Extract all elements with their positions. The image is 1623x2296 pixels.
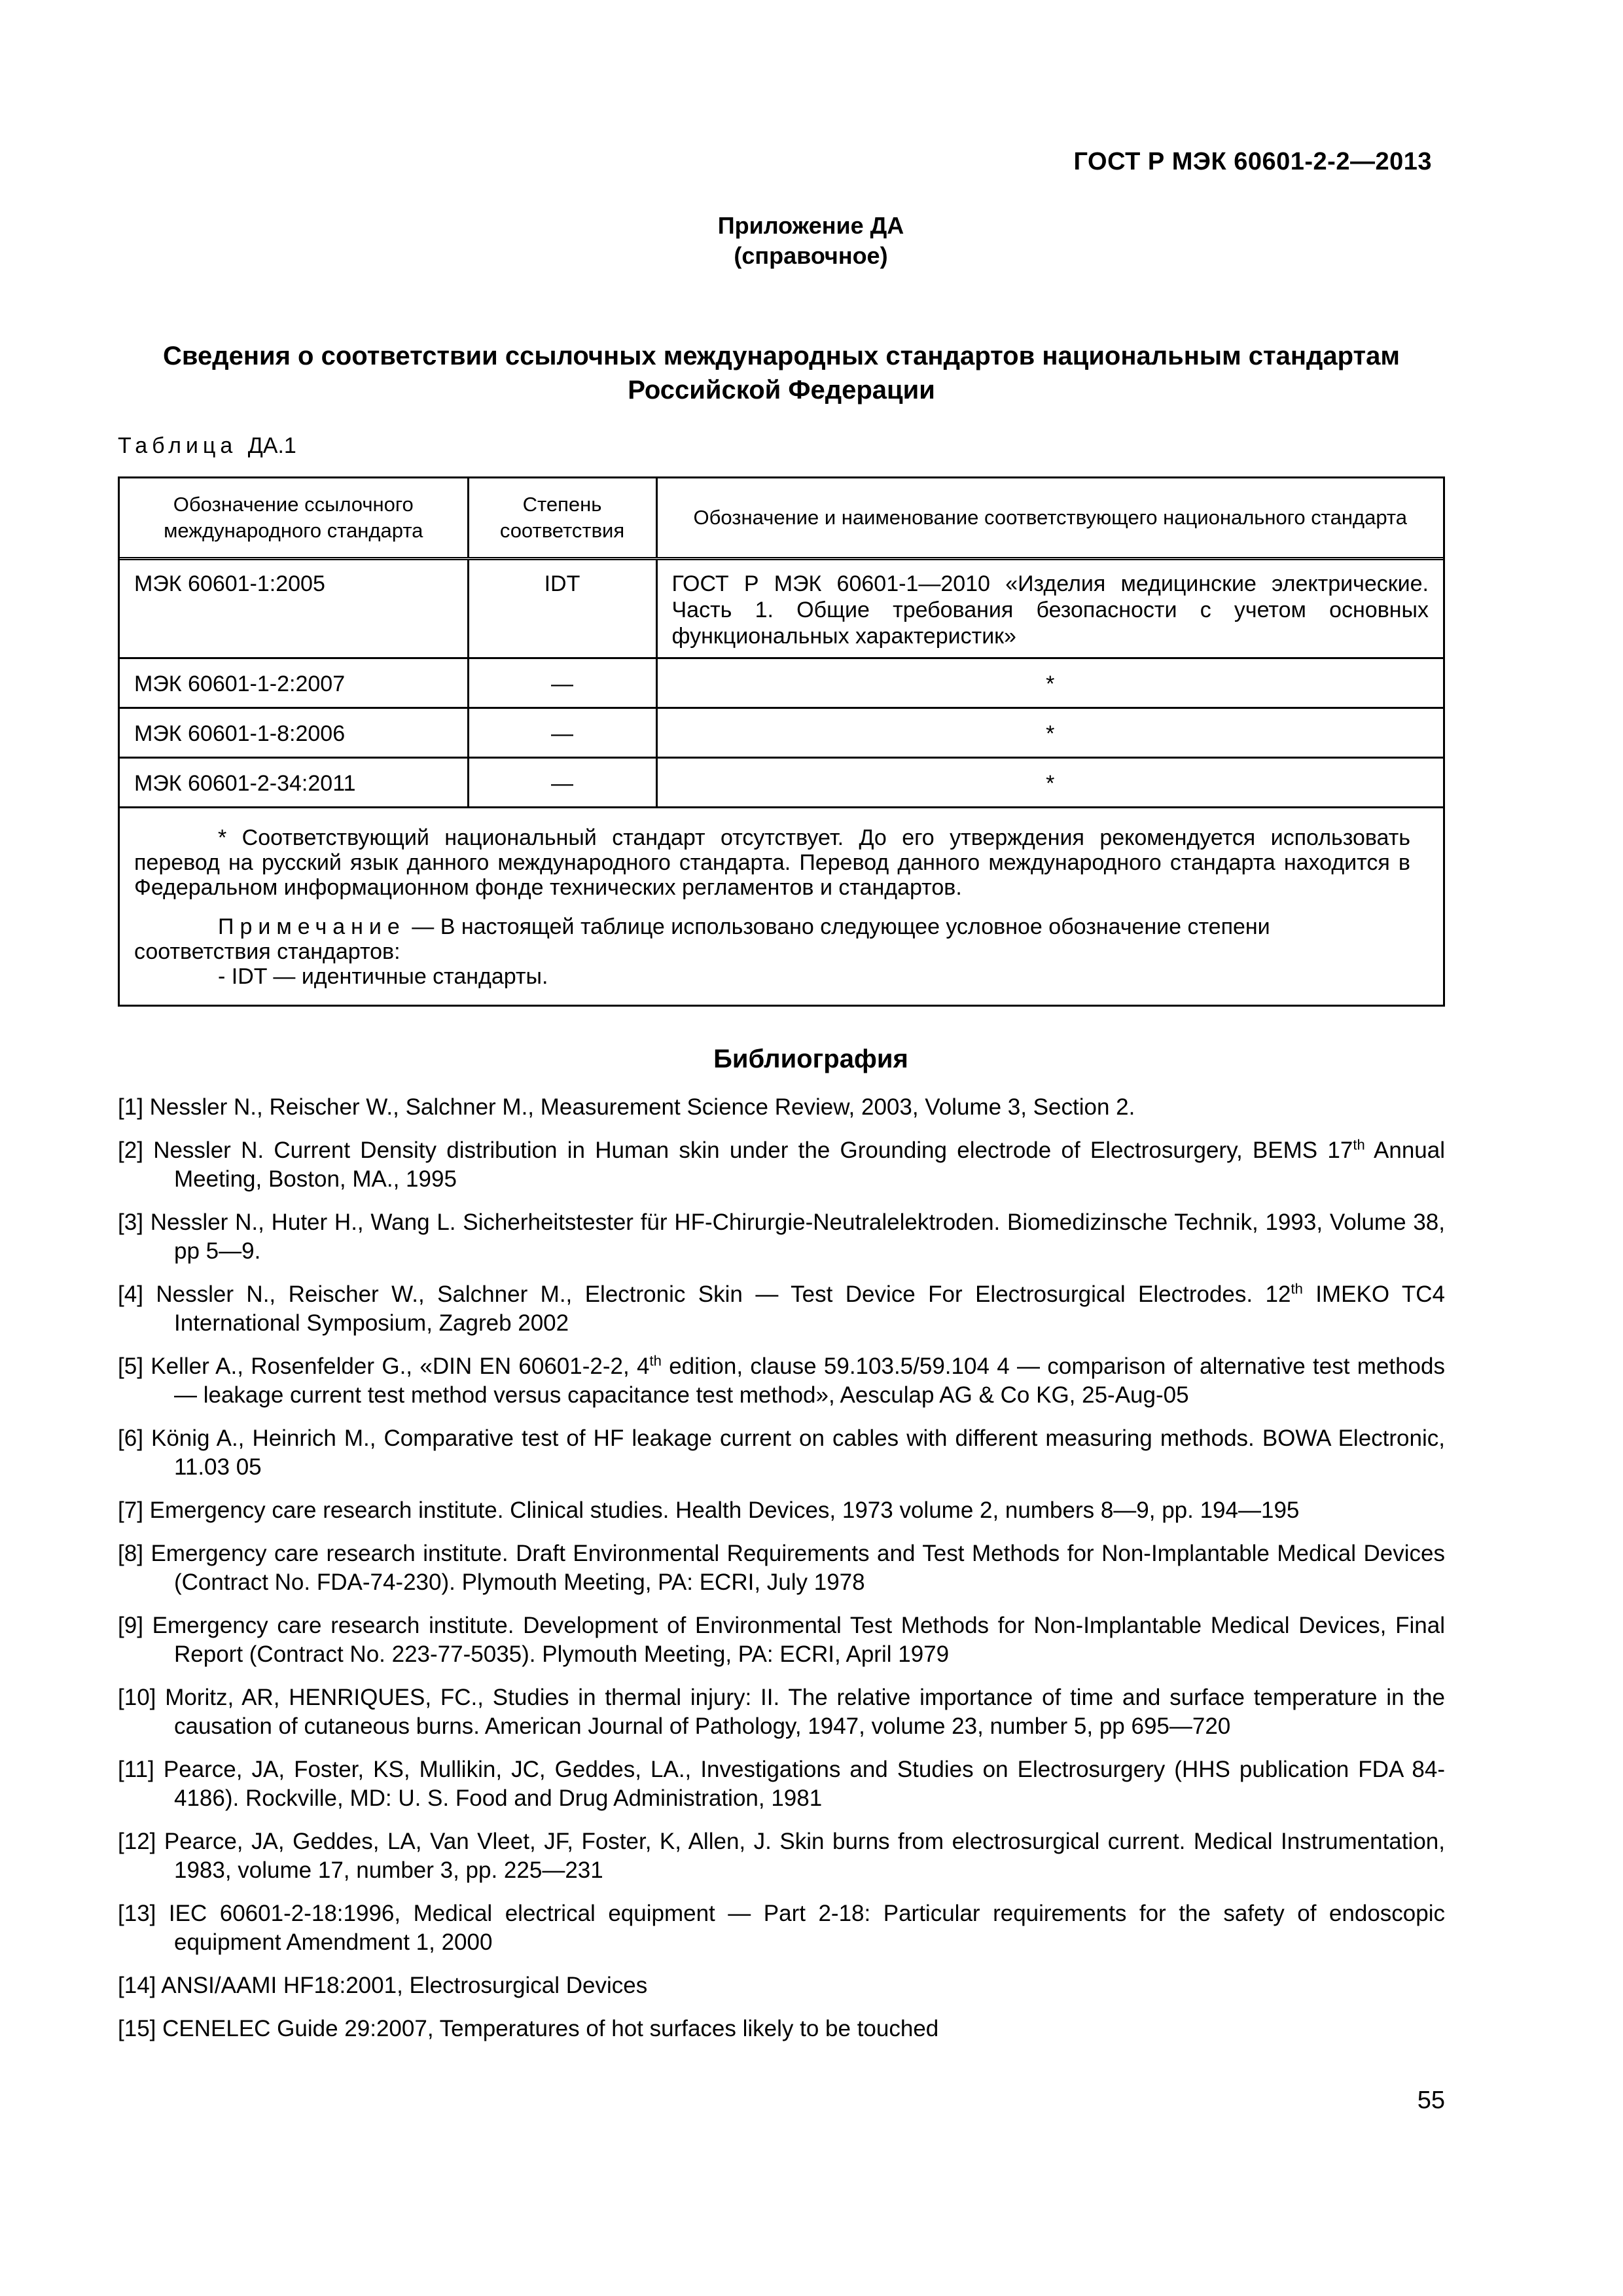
bibliography-text: CENELEC Guide 29:2007, Temperatures of hot surfaces likely to be touched (162, 2016, 939, 2041)
table-caption (118, 433, 296, 459)
bibliography-text: Pearce, JA, Foster, KS, Mullikin, JC, Geddes, LA., Investigations and Studies on Electrosurgery (HHS publication FDA 84-4186). Rockville, MD: U. S. Food and Drug Administration, 1981 (163, 1757, 1445, 1811)
bibliography-item (118, 1208, 1445, 1266)
bibliography-text: Nessler N. Current Density distribution in Human skin under the Grounding electrode of Electrosurgery, BEMS 17 (153, 1138, 1353, 1163)
cell-degree: — (468, 708, 656, 757)
bibliography-item (118, 1683, 1445, 1741)
cell-national: * (656, 708, 1443, 757)
bibliography-ref: [3] (118, 1210, 143, 1235)
table-notes-row (120, 807, 1443, 997)
table-caption-label: Таблица (118, 433, 238, 458)
table-notes (120, 807, 1443, 997)
bibliography-text: ANSI/AAMI HF18:2001, Electrosurgical Devices (161, 1973, 648, 1998)
bibliography-text: Pearce, JA, Geddes, LA, Van Vleet, JF, Foster, K, Allen, J. Skin burns from electrosurgical current. Medical Instrumentation, 1983, volume 17, number 3, pp. 225—231 (164, 1829, 1445, 1883)
bibliography-text: Nessler N., Huter H., Wang L. Sicherheitstester für HF-Chirurgie-Neutralelektroden. Biomedizinsche Technik, 1993, Volume 38, pp 5—9. (150, 1210, 1445, 1264)
bibliography-item (118, 1496, 1445, 1525)
bibliography-item (118, 1136, 1445, 1194)
cell-national: * (656, 658, 1443, 708)
bibliography-text-cont: IMEKO TC4 International Symposium, Zagreb 2002 (174, 1282, 1445, 1336)
bibliography-text: Emergency care research institute. Clinical studies. Health Devices, 1973 volume 2, numbers 8—9, pp. 194—195 (149, 1498, 1300, 1523)
annex-title: Приложение ДА (717, 212, 904, 239)
bibliography-text-cont: edition, clause 59.103.5/59.104 4 — comparison of alternative test methods — leakage current test method versus capacitance test method», Aesculap AG & Co KG, 25-Aug-05 (174, 1354, 1445, 1408)
annex-heading (118, 211, 1445, 271)
cell-reference: МЭК 60601-1-2:2007 (120, 658, 468, 708)
cell-degree: — (468, 757, 656, 807)
section-title: Сведения о соответствии ссылочных международных стандартов национальным стандартам Российской Федерации (163, 342, 1400, 404)
column-header-national: Обозначение и наименование соответствующего национального стандарта (656, 478, 1443, 558)
column-header-degree: Степень соответствия (468, 478, 656, 558)
bibliography-ref: [11] (118, 1757, 154, 1782)
bibliography-list (118, 1093, 1445, 2058)
bibliography-ref: [7] (118, 1498, 143, 1523)
bibliography-item (118, 1280, 1445, 1338)
bibliography-ref: [14] (118, 1973, 156, 1998)
bibliography-item (118, 1352, 1445, 1410)
bibliography-ref: [15] (118, 2016, 156, 2041)
cell-degree: IDT (468, 558, 656, 658)
bibliography-superscript: th (649, 1352, 662, 1369)
bibliography-item (118, 2015, 1445, 2043)
bibliography-text: Keller A., Rosenfelder G., «DIN EN 60601-2-2, 4 (151, 1354, 650, 1379)
page-number: 55 (1417, 2087, 1445, 2114)
cell-national: ГОСТ Р МЭК 60601-1—2010 «Изделия медицинские электрические. Часть 1. Общие требования безопасности с учетом основных функциональных характеристик» (656, 558, 1443, 658)
bibliography-ref: [13] (118, 1901, 156, 1926)
bibliography-item (118, 1611, 1445, 1669)
column-header-reference: Обозначение ссылочного международного стандарта (120, 478, 468, 558)
bibliography-text: Moritz, AR, HENRIQUES, FC., Studies in thermal injury: II. The relative importance of time and surface temperature in the causation of cutaneous burns. American Journal of Pathology, 1947, volume 23, number 5, pp 695—720 (165, 1685, 1445, 1739)
table-row (120, 757, 1443, 807)
table-header-row (120, 478, 1443, 558)
bibliography-item (118, 1971, 1445, 2000)
table-caption-number: ДА.1 (247, 433, 296, 458)
bibliography-item (118, 1755, 1445, 1813)
cell-degree: — (468, 658, 656, 708)
bibliography-title: Библиография (713, 1045, 908, 1073)
annex-subtitle: (справочное) (734, 242, 888, 269)
table-note (134, 914, 1410, 964)
bibliography-text: Emergency care research institute. Draft Environmental Requirements and Test Methods for Non-Implantable Medical Devices (Contract No. FDA-74-230). Plymouth Meeting, PA: ECRI, July 1978 (151, 1541, 1445, 1595)
bibliography-item (118, 1424, 1445, 1482)
document-code: ГОСТ Р МЭК 60601-2-2—2013 (1073, 148, 1432, 175)
bibliography-ref: [9] (118, 1613, 143, 1638)
standards-table (118, 476, 1445, 1007)
note-label: Примечание (218, 914, 406, 939)
bibliography-ref: [12] (118, 1829, 156, 1854)
table-row (120, 558, 1443, 658)
bibliography-ref: [2] (118, 1138, 143, 1163)
bibliography-item (118, 1539, 1445, 1597)
table-row (120, 658, 1443, 708)
bibliography-ref: [5] (118, 1354, 143, 1379)
bibliography-ref: [4] (118, 1282, 143, 1307)
bibliography-text: König A., Heinrich M., Comparative test of HF leakage current on cables with different measuring methods. BOWA Electronic, 11.03 05 (151, 1426, 1445, 1480)
bibliography-ref: [6] (118, 1426, 143, 1451)
cell-reference: МЭК 60601-1-8:2006 (120, 708, 468, 757)
table-footnote: * Соответствующий национальный стандарт отсутствует. До его утверждения рекомендуется использовать перевод на русский язык данного международного стандарта. Перевод данного международного стандарта находится в Федеральном информационном фонде технических регламентов и стандартов. (134, 825, 1410, 900)
bibliography-text: Nessler N., Reischer W., Salchner M., Electronic Skin — Test Device For Electrosurgical Electrodes. 12 (156, 1282, 1291, 1307)
bibliography-superscript: th (1353, 1136, 1365, 1153)
note-text: — В настоящей таблице использовано следующее условное обозначение степени соответствия стандартов: (134, 914, 1270, 964)
bibliography-text: IEC 60601-2-18:1996, Medical electrical equipment — Part 2-18: Particular requirements for the safety of endoscopic equipment Amendment 1, 2000 (168, 1901, 1445, 1955)
note-item: - IDT — идентичные стандарты. (218, 963, 548, 989)
bibliography-item (118, 1827, 1445, 1885)
bibliography-item (118, 1899, 1445, 1957)
table-row (120, 708, 1443, 757)
bibliography-text: Nessler N., Reischer W., Salchner M., Measurement Science Review, 2003, Volume 3, Section 2. (149, 1094, 1135, 1120)
bibliography-ref: [1] (118, 1094, 143, 1120)
bibliography-text: Emergency care research institute. Development of Environmental Test Methods for Non-Implantable Medical Devices, Final Report (Contract No. 223-77-5035). Plymouth Meeting, PA: ECRI, April 1979 (152, 1613, 1445, 1667)
cell-national: * (656, 757, 1443, 807)
cell-reference: МЭК 60601-2-34:2011 (120, 757, 468, 807)
bibliography-item (118, 1093, 1445, 1122)
bibliography-ref: [10] (118, 1685, 156, 1710)
bibliography-superscript: th (1291, 1280, 1303, 1297)
bibliography-text-cont: Annual Meeting, Boston, MA., 1995 (174, 1138, 1445, 1192)
cell-reference: МЭК 60601-1:2005 (120, 558, 468, 658)
bibliography-ref: [8] (118, 1541, 143, 1566)
